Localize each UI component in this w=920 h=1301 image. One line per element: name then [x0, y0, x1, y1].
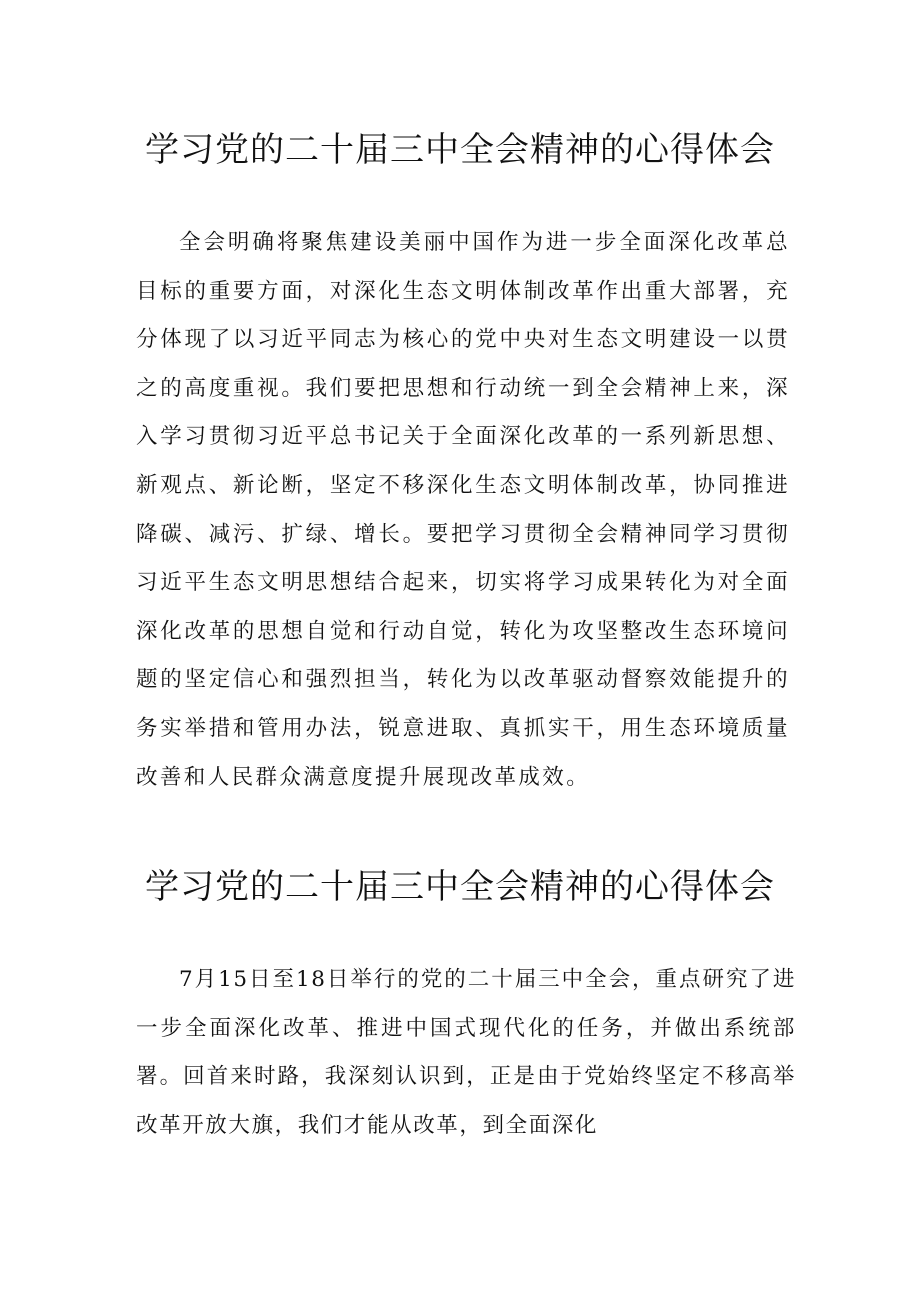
article-title-2: 学习党的二十届三中全会精神的心得体会 [145, 867, 775, 907]
article-body-1: 全会明确将聚焦建设美丽中国作为进一步全面深化改革总目标的重要方面，对深化生态文明体制改革作出重大部署，充分体现了以习近平同志为核心的党中央对生态文明建设一以贯之的高度重视。我们要把思想和行动统一到全会精神上来，深入学习贯彻习近平总书记关于全面深化改革的一系列新思想、新观点、新论断，坚定不移深化生态文明体制改革，协同推进降碳、减污、扩绿、增长。要把学习贯彻全会精神同学习贯彻习近平生态文明思想结合起来，切实将学习成果转化为对全面深化改革的思想自觉和行动自觉，转化为攻坚整改生态环境问题的坚定信心和强烈担当，转化为以改革驱动督察效能提升的务实举措和管用办法，锐意进取、真抓实干，用生态环境质量改善和人民群众满意度提升展现改革成效。 [136, 230, 790, 790]
article-body-2: 7月15日至18日举行的党的二十届三中全会，重点研究了进一步全面深化改革、推进中国式现代化的任务，并做出系统部署。回首来时路，我深刻认识到，正是由于党始终坚定不移高举改革开放大旗，我们才能从改革，到全面深化 [136, 967, 796, 1138]
article-title-1: 学习党的二十届三中全会精神的心得体会 [145, 130, 775, 170]
